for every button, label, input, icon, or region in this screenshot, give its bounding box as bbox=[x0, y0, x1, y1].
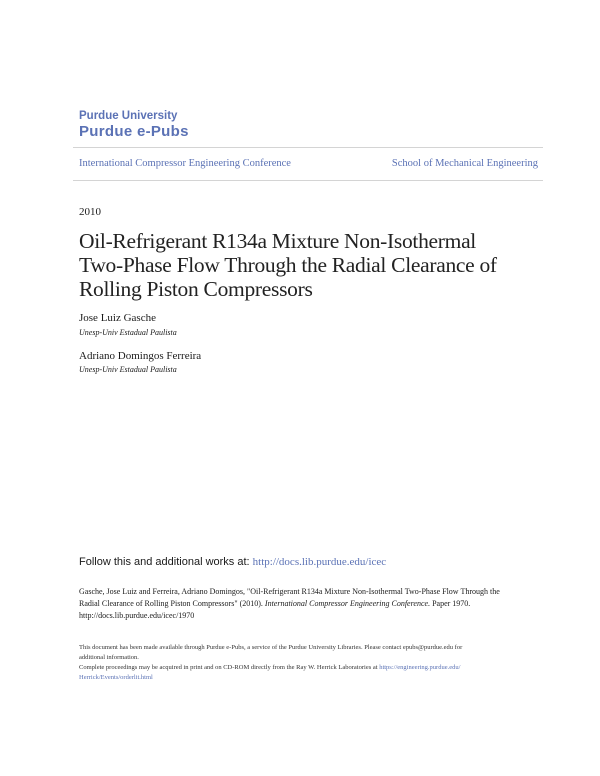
citation-text: Radial Clearance of Rolling Piston Compressors" (2010). bbox=[79, 599, 265, 608]
herrick-link-continued[interactable]: Herrick/Events/orderlit.html bbox=[79, 674, 153, 681]
author-affiliation: Unesp-Univ Estadual Paulista bbox=[79, 328, 177, 337]
citation-line bbox=[79, 598, 529, 610]
paper-title bbox=[79, 229, 539, 301]
header-divider-bottom bbox=[73, 180, 543, 181]
author-name: Adriano Domingos Ferreira bbox=[79, 350, 202, 362]
conference-link[interactable]: International Compressor Engineering Conference bbox=[79, 158, 291, 169]
school-link[interactable]: School of Mechanical Engineering bbox=[391, 158, 538, 169]
notice-line bbox=[79, 673, 529, 683]
herrick-link[interactable]: https://engineering.purdue.edu/ bbox=[379, 664, 461, 671]
notice-line: additional information. bbox=[79, 654, 139, 661]
title-line: Two-Phase Flow Through the Radial Clearance of bbox=[79, 253, 497, 277]
citation-line: Gasche, Jose Luiz and Ferreira, Adriano Domingos, "Oil-Refrigerant R134a Mixture Non-Isothermal Two-Phase Flow Through the bbox=[79, 587, 500, 596]
author-name: Jose Luiz Gasche bbox=[79, 312, 156, 324]
author-affiliation: Unesp-Univ Estadual Paulista bbox=[79, 365, 177, 374]
citation-block bbox=[79, 586, 529, 622]
follow-line bbox=[79, 556, 386, 568]
citation-paper-number: Paper 1970. bbox=[430, 599, 471, 608]
collection-url-link[interactable]: http://docs.lib.purdue.edu/icec bbox=[252, 556, 387, 568]
title-line: Oil-Refrigerant R134a Mixture Non-Isothermal bbox=[79, 229, 476, 253]
citation-venue: International Compressor Engineering Conference. bbox=[264, 599, 431, 608]
notice-line bbox=[79, 663, 529, 673]
notice-line: This document has been made available through Purdue e-Pubs, a service of the Purdue University Libraries. Please contact epubs@purdue.edu for bbox=[79, 644, 463, 651]
header-divider-top bbox=[73, 147, 543, 148]
repository-name[interactable]: Purdue e-Pubs bbox=[79, 123, 189, 140]
availability-notice bbox=[79, 643, 529, 683]
citation-url[interactable]: http://docs.lib.purdue.edu/icec/1970 bbox=[79, 611, 195, 620]
notice-text: Complete proceedings may be acquired in print and on CD-ROM directly from the Ray W. Herrick Laboratories at bbox=[79, 664, 380, 671]
publication-year: 2010 bbox=[79, 206, 101, 218]
follow-text: Follow this and additional works at: bbox=[79, 556, 253, 568]
university-name: Purdue University bbox=[79, 110, 178, 122]
title-line: Rolling Piston Compressors bbox=[79, 277, 313, 301]
